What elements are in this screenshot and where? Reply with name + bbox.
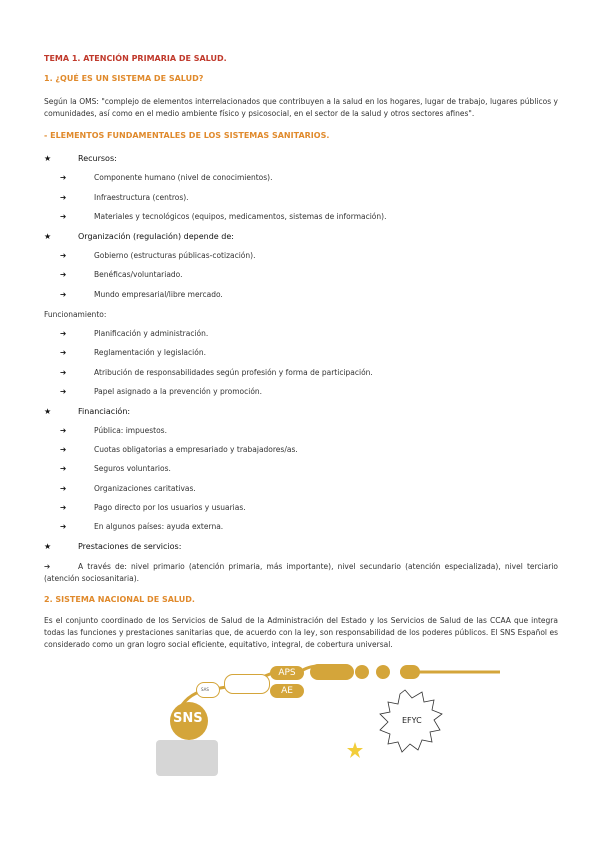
arrow-icon: ➔ <box>44 562 51 571</box>
organizacion-bullet <box>44 232 234 241</box>
list-item-text: Cuotas obligatorias a empresariado y trabajadores/as. <box>94 445 298 454</box>
prestaciones-bullet <box>44 542 181 551</box>
list-item-text: Planificación y administración. <box>94 329 209 338</box>
section2-text: Es el conjunto coordinado de los Servicios de Salud de la Administración del Estado y los Servicios de Salud de las CCAA que integra todas las funciones y prestaciones sanitarias que, de acuerdo con la ley, son responsabilidad de los poderes públicos. El SNS Español es considerado como un gran logro social eficiente, equitativo, integral, de cobertura universal. <box>44 616 558 649</box>
list-item-text: Infraestructura (centros). <box>94 193 189 202</box>
list-item-text: En algunos países: ayuda externa. <box>94 522 224 531</box>
arrow-icon: ➔ <box>60 329 67 338</box>
arrow-icon: ➔ <box>60 426 67 435</box>
arrow-icon: ➔ <box>60 193 67 202</box>
list-item-text: Benéficas/voluntariado. <box>94 270 183 279</box>
star-icon: ★ <box>44 407 52 416</box>
document-title: TEMA 1. ATENCIÓN PRIMARIA DE SALUD. <box>44 54 227 63</box>
diagram-node <box>355 665 369 679</box>
list-item <box>60 212 386 221</box>
list-item <box>60 348 206 357</box>
arrow-icon: ➔ <box>60 212 67 221</box>
efyc-label: EFYC <box>402 716 422 725</box>
arrow-icon: ➔ <box>60 522 67 531</box>
list-item <box>60 251 255 260</box>
list-item-text: Materiales y tecnológicos (equipos, medicamentos, sistemas de información). <box>94 212 387 221</box>
recursos-label: Recursos: <box>78 154 117 163</box>
list-item <box>60 368 373 377</box>
yellow-star-icon <box>347 742 363 758</box>
prestaciones-label: Prestaciones de servicios: <box>78 542 182 551</box>
list-item <box>60 426 167 435</box>
list-item-text: Pago directo por los usuarios y usuarias. <box>94 503 246 512</box>
list-item <box>60 445 298 454</box>
section1-text: Según la OMS: "complejo de elementos interrelacionados que contribuyen a la salud en los hogares, lugar de trabajo, lugares públicos y comunidades, así como en el medio ambiente físico y psicosocial, en el sector de la salud y otros sectores afines". <box>44 97 558 118</box>
arrow-icon: ➔ <box>60 270 67 279</box>
list-item-text: Componente humano (nivel de conocimientos). <box>94 173 273 182</box>
section1-heading: 1. ¿QUÉ ES UN SISTEMA DE SALUD? <box>44 74 204 83</box>
list-item-text: Pública: impuestos. <box>94 426 167 435</box>
arrow-icon: ➔ <box>60 387 67 396</box>
diagram-node <box>310 664 354 680</box>
prestaciones-text <box>44 561 558 585</box>
arrow-icon: ➔ <box>60 251 67 260</box>
funcionamiento-label: Funcionamiento: <box>44 310 107 319</box>
financiacion-bullet <box>44 407 130 416</box>
list-item <box>60 193 189 202</box>
star-icon: ★ <box>44 154 52 163</box>
arrow-icon: ➔ <box>60 368 67 377</box>
star-icon: ★ <box>44 542 52 551</box>
list-item <box>60 329 208 338</box>
list-item <box>60 484 196 493</box>
list-item <box>60 387 262 396</box>
arrow-icon: ➔ <box>60 173 67 182</box>
list-item <box>60 173 272 182</box>
list-item <box>60 290 223 299</box>
list-item <box>60 503 246 512</box>
list-item-text: Seguros voluntarios. <box>94 464 171 473</box>
arrow-icon: ➔ <box>60 348 67 357</box>
mid-node <box>224 674 270 694</box>
ae-pill: AE <box>270 684 304 698</box>
list-item-text: Atribución de responsabilidades según profesión y forma de participación. <box>94 368 373 377</box>
star-icon: ★ <box>44 232 52 241</box>
list-item <box>60 464 171 473</box>
grey-list-box <box>156 740 218 776</box>
prestaciones-text-body: A través de: nivel primario (atención primaria, más importante), nivel secundario (atención especializada), nivel terciario (atención sociosanitaria). <box>44 562 558 583</box>
list-item <box>60 270 183 279</box>
arrow-icon: ➔ <box>60 484 67 493</box>
arrow-icon: ➔ <box>60 503 67 512</box>
diagram-node <box>400 665 420 679</box>
organizacion-label: Organización (regulación) depende de: <box>78 232 234 241</box>
list-item-text: Mundo empresarial/libre mercado. <box>94 290 223 299</box>
list-item-text: Gobierno (estructuras públicas-cotización). <box>94 251 256 260</box>
list-item-text: Organizaciones caritativas. <box>94 484 196 493</box>
financiacion-label: Financiación: <box>78 407 131 416</box>
list-item-text: Reglamentación y legislación. <box>94 348 206 357</box>
diagram-node <box>376 665 390 679</box>
sas-label: SAS <box>201 687 209 692</box>
sns-diagram <box>150 660 570 780</box>
elements-heading: - ELEMENTOS FUNDAMENTALES DE LOS SISTEMAS SANITARIOS. <box>44 131 330 140</box>
recursos-bullet <box>44 154 117 163</box>
arrow-icon: ➔ <box>60 464 67 473</box>
list-item <box>60 522 223 531</box>
section2-heading: 2. SISTEMA NACIONAL DE SALUD. <box>44 595 195 604</box>
arrow-icon: ➔ <box>60 445 67 454</box>
arrow-icon: ➔ <box>60 290 67 299</box>
sns-label: SNS <box>173 711 203 726</box>
list-item-text: Papel asignado a la prevención y promoción. <box>94 387 263 396</box>
aps-pill: APS <box>270 666 304 680</box>
